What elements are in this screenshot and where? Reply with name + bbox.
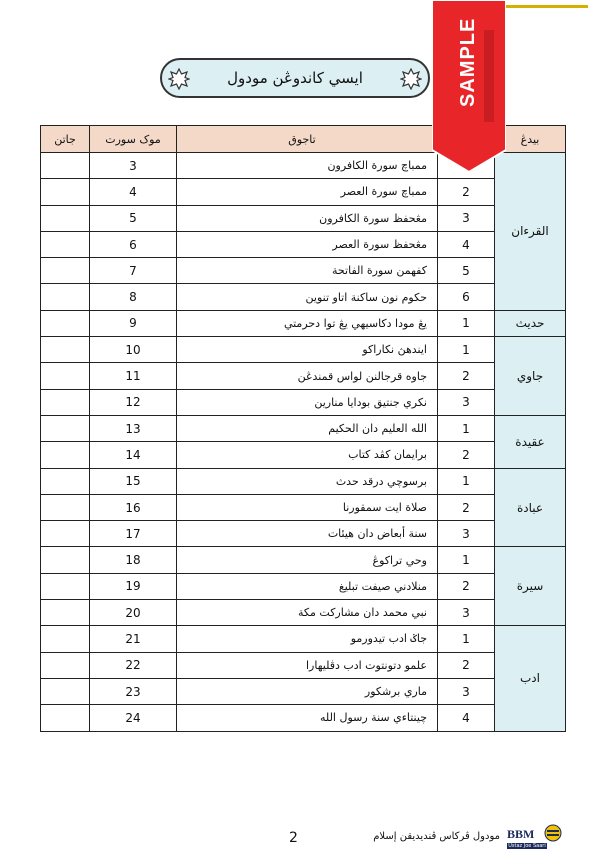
topic-cell: نبي محمد دان مشاركت مكة <box>177 600 438 626</box>
page-cell: 15 <box>90 468 177 494</box>
page-cell: 21 <box>90 626 177 652</box>
header-topic: تاجوق <box>177 126 438 153</box>
page-cell: 13 <box>90 415 177 441</box>
ribbon-stripe <box>484 30 494 122</box>
blank-cell <box>41 389 90 415</box>
star-ornament-icon <box>400 68 422 90</box>
page-cell: 11 <box>90 363 177 389</box>
unit-cell: عبادة <box>495 468 566 547</box>
header-page: موک سورت <box>90 126 177 153</box>
page-cell: 18 <box>90 547 177 573</box>
table-row <box>41 258 566 284</box>
topic-cell: نكري جنتيق بودايا منارين <box>177 389 438 415</box>
page-cell: 8 <box>90 284 177 310</box>
page-cell: 10 <box>90 337 177 363</box>
table-body <box>41 153 566 732</box>
blank-cell <box>41 521 90 547</box>
topic-cell: كفهمن سورة الفاتحة <box>177 258 438 284</box>
page-cell: 24 <box>90 705 177 731</box>
topic-cell: مڠحفظ سورة الكافرون <box>177 205 438 231</box>
number-cell: 3 <box>438 600 495 626</box>
topic-cell: برسوچي درقد حدث <box>177 468 438 494</box>
table-row <box>41 705 566 731</box>
blank-cell <box>41 205 90 231</box>
topic-cell: جاݢ ادب تيدورمو <box>177 626 438 652</box>
page-cell: 6 <box>90 231 177 257</box>
unit-cell: حديث <box>495 310 566 336</box>
star-ornament-icon <box>168 68 190 90</box>
page-number: 2 <box>289 830 298 846</box>
unit-cell: جاوي <box>495 337 566 416</box>
table-row <box>41 678 566 704</box>
blank-cell <box>41 600 90 626</box>
unit-cell: ادب <box>495 626 566 731</box>
table-row <box>41 363 566 389</box>
blank-cell <box>41 258 90 284</box>
topic-cell: برايمان کڤد کتاب <box>177 442 438 468</box>
blank-cell <box>41 179 90 205</box>
number-cell: 3 <box>438 389 495 415</box>
table-row <box>41 310 566 336</box>
blank-cell <box>41 153 90 179</box>
logo-text: BBM <box>507 827 535 841</box>
number-cell: 2 <box>438 442 495 468</box>
table-row <box>41 205 566 231</box>
table-row <box>41 626 566 652</box>
topic-cell: ممباچ سورة الكافرون <box>177 153 438 179</box>
topic-cell: ممباچ سورة العصر <box>177 179 438 205</box>
footer-module-title: مودول ڤرکاس ڤنديديقن إسلام <box>373 831 500 842</box>
sample-watermark: SAMPLE <box>457 17 479 107</box>
unit-cell: سيرة <box>495 547 566 626</box>
number-cell: 3 <box>438 678 495 704</box>
blank-cell <box>41 468 90 494</box>
topic-cell: وحي تراکوڠ <box>177 547 438 573</box>
topic-cell: منلادني صيفت تبليغ <box>177 573 438 599</box>
blank-cell <box>41 415 90 441</box>
table-row <box>41 337 566 363</box>
page-cell: 9 <box>90 310 177 336</box>
page-cell: 12 <box>90 389 177 415</box>
page-cell: 4 <box>90 179 177 205</box>
number-cell: 2 <box>438 573 495 599</box>
blank-cell <box>41 705 90 731</box>
blank-cell <box>41 678 90 704</box>
number-cell: 2 <box>438 179 495 205</box>
table-row <box>41 442 566 468</box>
module-title-box <box>160 58 430 98</box>
page-cell: 5 <box>90 205 177 231</box>
blank-cell <box>41 363 90 389</box>
blank-cell <box>41 547 90 573</box>
number-cell: 2 <box>438 494 495 520</box>
page-title: ايسي كاندوڠن مودول <box>227 69 363 87</box>
page-cell: 7 <box>90 258 177 284</box>
blank-cell <box>41 310 90 336</box>
topic-cell: جاوه قرجالنن لواس قمندڠن <box>177 363 438 389</box>
blank-cell <box>41 494 90 520</box>
blank-cell <box>41 652 90 678</box>
page-cell: 16 <box>90 494 177 520</box>
page-cell: 19 <box>90 573 177 599</box>
topic-cell: علمو دتونتوت ادب دڤليهارا <box>177 652 438 678</box>
blank-cell <box>41 231 90 257</box>
topic-cell: چينتاءي سنة رسول الله <box>177 705 438 731</box>
number-cell: 1 <box>438 310 495 336</box>
table-row <box>41 415 566 441</box>
page-cell: 20 <box>90 600 177 626</box>
table-row <box>41 284 566 310</box>
contents-table <box>40 125 566 732</box>
table-row <box>41 231 566 257</box>
page-cell: 14 <box>90 442 177 468</box>
topic-cell: يڠ مودا دكاسيهي يڠ توا دحرمتي <box>177 310 438 336</box>
table-row <box>41 389 566 415</box>
blank-cell <box>41 626 90 652</box>
number-cell: 6 <box>438 284 495 310</box>
number-cell: 1 <box>438 415 495 441</box>
number-cell: 1 <box>438 626 495 652</box>
table-row <box>41 547 566 573</box>
page-cell: 17 <box>90 521 177 547</box>
blank-cell <box>41 573 90 599</box>
table-row <box>41 573 566 599</box>
number-cell: 3 <box>438 205 495 231</box>
topic-cell: الله العليم دان الحكيم <box>177 415 438 441</box>
blank-cell <box>41 442 90 468</box>
table-row <box>41 179 566 205</box>
header-blank: جاتن <box>41 126 90 153</box>
page-cell: 22 <box>90 652 177 678</box>
topic-cell: ايندهڽ نكاراکو <box>177 337 438 363</box>
blank-cell <box>41 337 90 363</box>
table-row <box>41 494 566 520</box>
number-cell: 1 <box>438 468 495 494</box>
blank-cell <box>41 284 90 310</box>
topic-cell: صلاة ايت سمقورنا <box>177 494 438 520</box>
page-cell: 3 <box>90 153 177 179</box>
topic-cell: ماري برشكور <box>177 678 438 704</box>
table-row <box>41 468 566 494</box>
number-cell: 1 <box>438 337 495 363</box>
table-row <box>41 521 566 547</box>
table-row <box>41 652 566 678</box>
topic-cell: سنة أبعاض دان هيئات <box>177 521 438 547</box>
number-cell: 4 <box>438 705 495 731</box>
number-cell: 2 <box>438 652 495 678</box>
table-row <box>41 600 566 626</box>
page-cell: 23 <box>90 678 177 704</box>
number-cell: 2 <box>438 363 495 389</box>
topic-cell: مڠحفظ سورة العصر <box>177 231 438 257</box>
unit-cell: عقيدة <box>495 415 566 468</box>
number-cell: 4 <box>438 231 495 257</box>
number-cell: 5 <box>438 258 495 284</box>
number-cell: 3 <box>438 521 495 547</box>
logo-subtitle: Ustaz Joe Saari <box>508 843 546 849</box>
unit-cell: القرءان <box>495 153 566 311</box>
topic-cell: حکوم نون ساکنة اتاو تنوين <box>177 284 438 310</box>
number-cell: 1 <box>438 547 495 573</box>
header-unit: بيدڠ <box>495 126 566 153</box>
